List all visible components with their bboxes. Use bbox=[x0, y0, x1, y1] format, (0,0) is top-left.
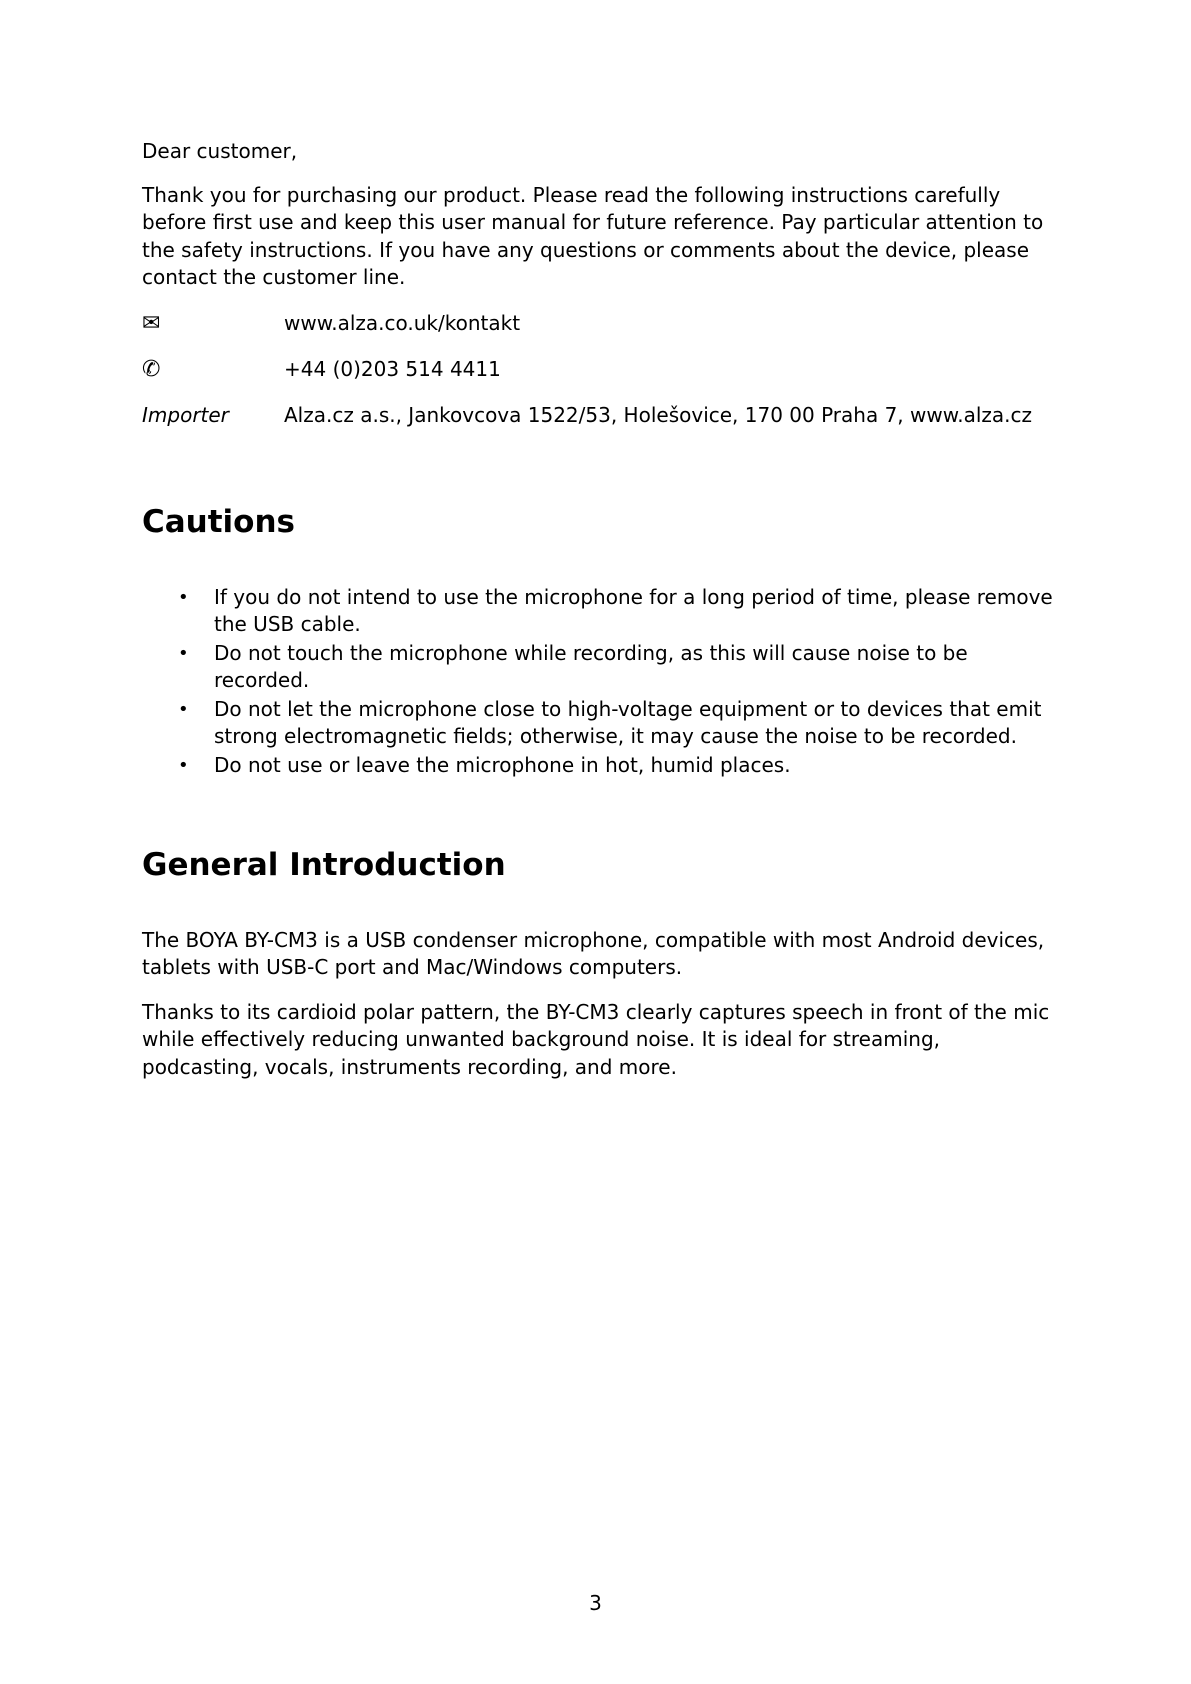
cautions-list bbox=[142, 584, 1062, 779]
bullet-icon: • bbox=[178, 642, 189, 664]
intro-paragraph: Thank you for purchasing our product. Please read the following instructions carefully before first use and keep this user manual for future reference. Pay particular attention to the safety instructions. If you have any questions or comments about the device, please contact the customer line. bbox=[142, 182, 1044, 289]
contact-phone-row bbox=[142, 356, 1062, 402]
list-item: • Do not touch the microphone while recording, as this will cause noise to be recorded. bbox=[178, 640, 968, 692]
bullet-icon: • bbox=[178, 754, 189, 776]
general-introduction-paragraph: The BOYA BY-CM3 is a USB condenser microphone, compatible with most Android devices, tablets with USB-C port and Mac/Windows computers. bbox=[142, 927, 1045, 979]
contact-email-value: www.alza.co.uk/kontakt bbox=[284, 310, 521, 335]
general-introduction-paragraph: Thanks to its cardioid polar pattern, the BY-CM3 clearly captures speech in front of the mic while effectively reducing unwanted background noise. It is ideal for streaming, podcasting, vocals, instruments recording, and more. bbox=[142, 999, 1050, 1079]
bullet-icon: • bbox=[178, 586, 189, 608]
contact-phone-value: +44 (0)203 514 4411 bbox=[284, 356, 501, 381]
importer-value: Alza.cz a.s., Jankovcova 1522/53, Holešovice, 170 00 Praha 7, www.alza.cz bbox=[284, 402, 1033, 427]
page-number: 3 bbox=[589, 1591, 602, 1615]
envelope-icon: ✉ bbox=[142, 310, 161, 336]
general-introduction-heading: General Introduction bbox=[142, 846, 506, 883]
manual-page bbox=[142, 138, 1062, 1081]
list-item: • If you do not intend to use the microphone for a long period of time, please remove the USB cable. bbox=[178, 584, 1053, 636]
cautions-heading: Cautions bbox=[142, 503, 296, 540]
greeting: Dear customer, bbox=[142, 139, 298, 163]
importer-row bbox=[142, 402, 1062, 448]
bullet-icon: • bbox=[178, 698, 189, 720]
list-item: • Do not use or leave the microphone in hot, humid places. bbox=[178, 752, 791, 777]
importer-label: Importer bbox=[142, 402, 229, 427]
phone-icon: ✆ bbox=[142, 356, 161, 382]
contact-email-row bbox=[142, 310, 1062, 356]
list-item: • Do not let the microphone close to high-voltage equipment or to devices that emit strong electromagnetic fields; otherwise, it may cause the noise to be recorded. bbox=[178, 696, 1042, 748]
